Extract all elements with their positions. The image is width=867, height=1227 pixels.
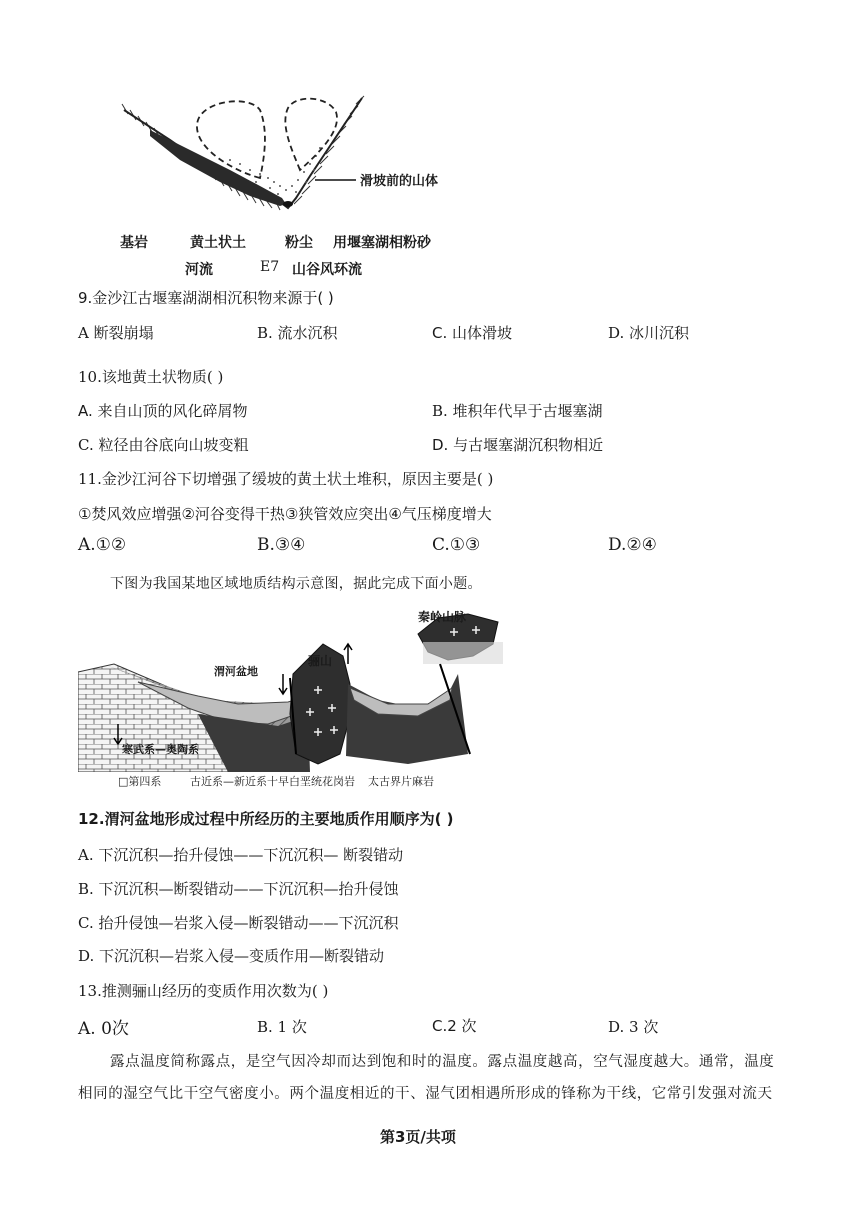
legend-valley-wind: 山谷风环流 [292,262,362,278]
question-13-stem: 13.推测骊山经历的变质作用次数为( ) [78,982,329,1000]
q9-option-d: D. 冰川沉积 [608,324,690,342]
q10-option-a: A. 来自山顶的风化碎屑物 [78,402,248,420]
legend-river: 河流 [185,262,213,278]
question-9-stem: 9.金沙江古堰塞湖湖相沉积物来源于( ) [78,289,334,307]
q9-option-c: C. 山体滑坡 [432,324,513,342]
label-qinling: 秦岭山脉 [418,610,467,624]
label-weihe-basin: 渭河盆地 [214,665,258,678]
label-cambrian: 寒武系—奥陶系 [122,743,199,756]
page-footer: 第3页/共项 [380,1128,456,1146]
q13-option-a: A. 0次 [78,1019,129,1039]
legend-bedrock: 基岩 [120,235,148,251]
geo-legend-granite: 古近系—新近系十早白垩统花岗岩 [190,775,355,788]
q12-option-c: C. 抬升侵蚀—岩浆入侵—断裂错动——下沉沉积 [78,914,399,932]
geo-legend-quaternary: □第四系 [118,775,162,788]
q9-option-a: A 断裂崩塌 [78,324,154,342]
question-10-stem: 10.该地黄土状物质( ) [78,368,224,386]
dew-point-paragraph-line-1: 露点温度简称露点，是空气因冷却而达到饱和时的温度。露点温度越高，空气湿度越大。通常，温度 [110,1054,775,1070]
legend-dust: 粉尘 [285,235,313,251]
q10-option-c: C. 粒径由谷底向山坡变粗 [78,436,249,454]
q11-option-c: C.①③ [432,535,481,555]
q12-option-b: B. 下沉沉积—断裂错动——下沉沉积—抬升侵蚀 [78,880,399,898]
q9-option-b: B. 流水沉积 [257,324,338,342]
q12-option-d: D. 下沉沉积—岩浆入侵—变质作用—断裂错动 [78,947,385,965]
valley-landslide-diagram [110,90,450,220]
q13-option-b: B. 1 次 [257,1018,307,1036]
label-lishan: 骊山 [308,654,333,668]
legend-lake-silt: 用堰塞湖相粉砂 [333,235,431,251]
legend-e7: E7 [260,259,280,275]
q10-option-b: B. 堆积年代早于古堰塞湖 [432,402,603,420]
q13-option-d: D. 3 次 [608,1018,659,1036]
q11-option-d: D.②④ [608,535,657,555]
landslide-callout: 滑坡前的山体 [360,174,439,189]
q12-option-a: A. 下沉沉积—抬升侵蚀——下沉沉积— 断裂错动 [78,846,404,864]
q11-option-b: B.③④ [257,535,306,555]
q11-option-a: A.①② [78,535,127,555]
dew-point-paragraph-line-2: 相同的湿空气比干空气密度小。两个温度相近的干、湿气团相遇所形成的锋称为干线，它常引发强对流天 [78,1086,773,1102]
figure2-intro: 下图为我国某地区域地质结构示意图，据此完成下面小题。 [110,576,482,592]
legend-loess: 黄土状土 [190,235,246,251]
q10-option-d: D. 与古堰塞湖沉积物相近 [432,436,604,454]
q13-option-c: C.2 次 [432,1017,477,1035]
q11-choices-line: ①焚风效应增强②河谷变得干热③狭管效应突出④气压梯度增大 [78,505,492,523]
question-11-stem: 11.金沙江河谷下切增强了缓坡的黄土状土堆积，原因主要是( ) [78,470,494,488]
geo-legend-gneiss: 太古界片麻岩 [368,775,434,788]
question-12-stem: 12.渭河盆地形成过程中所经历的主要地质作用顺序为( ) [78,810,454,828]
